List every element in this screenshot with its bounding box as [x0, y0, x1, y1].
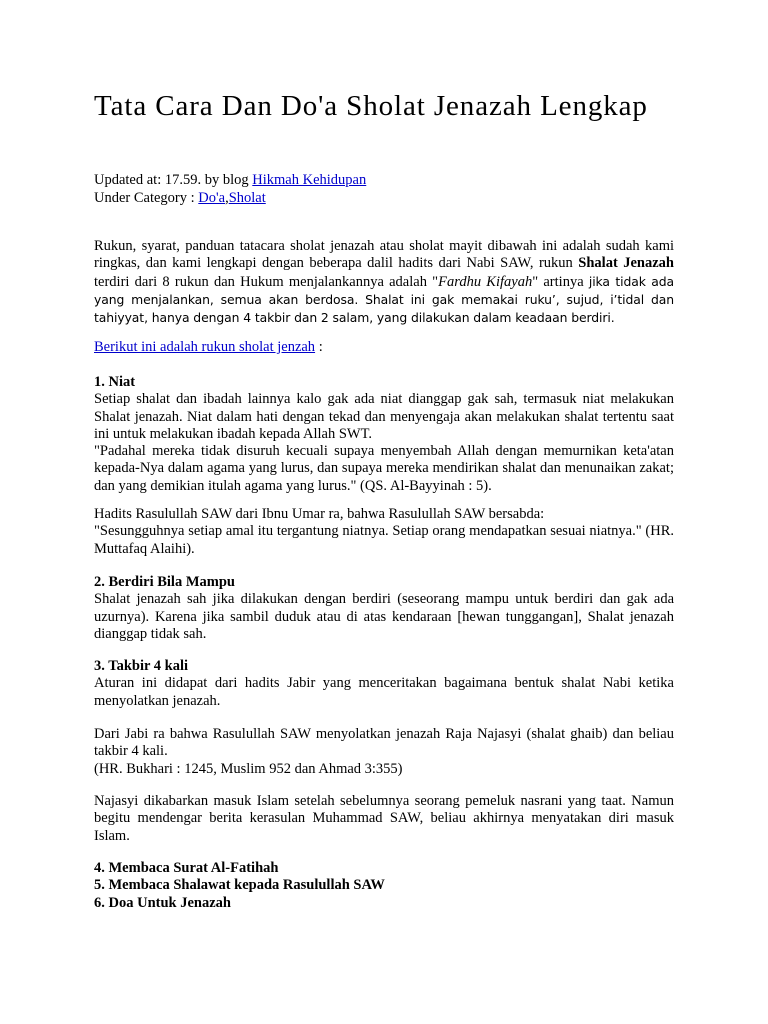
section-jabir: [94, 726, 674, 778]
jabir-ref: (HR. Bukhari : 1245, Muslim 952 dan Ahmad 3:355): [94, 760, 403, 777]
page-title: Tata Cara Dan Do'a Sholat Jenazah Lengkap: [94, 90, 648, 122]
updated-text: Updated at: 17.59. by blog: [94, 172, 253, 188]
intro-italic-term: Fardhu Kifayah: [438, 273, 533, 290]
niat-quote: "Padahal mereka tidak disuruh kecuali supaya menyembah Allah dengan memurnikan keta'atan kepada-Nya dalam agama yang lurus, dan supaya mereka mendirikan shalat dan menunaikan zakat; dan yang demikian itulah agama yang lurus." (QS. Al-Bayyinah : 5).: [94, 443, 674, 494]
hadith-intro: Hadits Rasulullah SAW dari Ibnu Umar ra, bahwa Rasulullah SAW bersabda:: [94, 506, 545, 522]
intro-paragraph: [94, 238, 674, 327]
rukun-suffix: :: [315, 339, 323, 355]
hadith-text: "Sesungguhnya setiap amal itu tergantung niatnya. Setiap orang mendapatkan sesuai niatnya." (HR. Muttafaq Alaihi).: [94, 523, 674, 557]
blog-link[interactable]: Hikmah Kehidupan: [252, 172, 367, 188]
list-item-4: 4. Membaca Surat Al-Fatihah: [94, 860, 279, 876]
section-takbir: [94, 658, 674, 710]
category-link-doa[interactable]: Do'a: [198, 190, 226, 206]
rukun-intro-line: [94, 339, 674, 356]
list-item-5: 5. Membaca Shalawat kepada Rasulullah SAW: [94, 877, 385, 894]
najasyi-text: Najasyi dikabarkan masuk Islam setelah sebelumnya seorang pemeluk nasrani yang taat. Namun begitu mendengar berita kerasulan Muhammad SAW, beliau akhirnya menyatakan diri masuk Islam.: [94, 793, 674, 844]
jabir-text: Dari Jabi ra bahwa Rasulullah SAW menyolatkan jenazah Raja Najasyi (shalat ghaib) dan beliau takbir 4 kali.: [94, 726, 674, 760]
section-berdiri: [94, 574, 674, 643]
category-line: [94, 189, 674, 207]
rukun-link[interactable]: Berikut ini adalah rukun sholat jenzah: [94, 339, 316, 355]
intro-text-3: " artinya: [532, 273, 589, 290]
section-list: [94, 860, 674, 912]
list-item-6: 6. Doa Untuk Jenazah: [94, 894, 231, 911]
berdiri-text: Shalat jenazah sah jika dilakukan dengan berdiri (seseorang mampu untuk berdiri dan gak ada uzurnya). Karena jika sambil duduk atau di atas kendaraan [hewan tunggangan], Shalat jenazah dianggap tidak sah.: [94, 591, 674, 642]
takbir-heading: 3. Takbir 4 kali: [94, 658, 189, 674]
post-meta: [94, 171, 674, 207]
updated-line: [94, 171, 674, 189]
intro-text-2: terdiri dari 8 rukun dan Hukum menjalankannya adalah ": [94, 273, 439, 290]
intro-bold-term: Shalat Jenazah: [578, 255, 674, 272]
berdiri-heading: 2. Berdiri Bila Mampu: [94, 574, 235, 590]
category-link-sholat[interactable]: Sholat: [228, 190, 266, 206]
takbir-text: Aturan ini didapat dari hadits Jabir yang menceritakan bagaimana bentuk shalat Nabi ketika menyolatkan jenazah.: [94, 675, 674, 709]
category-separator: ,: [225, 190, 229, 206]
intro-sans-text: jika tidak ada yang menjalankan, semua akan berdosa. Shalat ini gak memakai ruku’, sujud, i’tidal dan tahiyyat, hanya dengan 4 takbir dan 2 salam, yang dilakukan dalam keadaan berdiri.: [94, 273, 674, 326]
section-najasyi: [94, 793, 674, 845]
section-niat: [94, 374, 674, 495]
niat-heading: 1. Niat: [94, 374, 136, 390]
intro-text-1: Rukun, syarat, panduan tatacara sholat jenazah atau sholat mayit dibawah ini adalah sudah kami ringkas, dan kami lengkapi dengan beberapa dalil hadits dari Nabi SAW, rukun: [94, 238, 674, 272]
niat-text: Setiap shalat dan ibadah lainnya kalo gak ada niat dianggap gak sah, termasuk niat melakukan Shalat jenazah. Niat dalam hati dengan tekad dan menyengaja akan melakukan shalat tertentu saat ini untuk melakukan ibadah kepada Allah SWT.: [94, 391, 674, 442]
category-label: Under Category :: [94, 190, 199, 206]
section-hadith: [94, 506, 674, 558]
